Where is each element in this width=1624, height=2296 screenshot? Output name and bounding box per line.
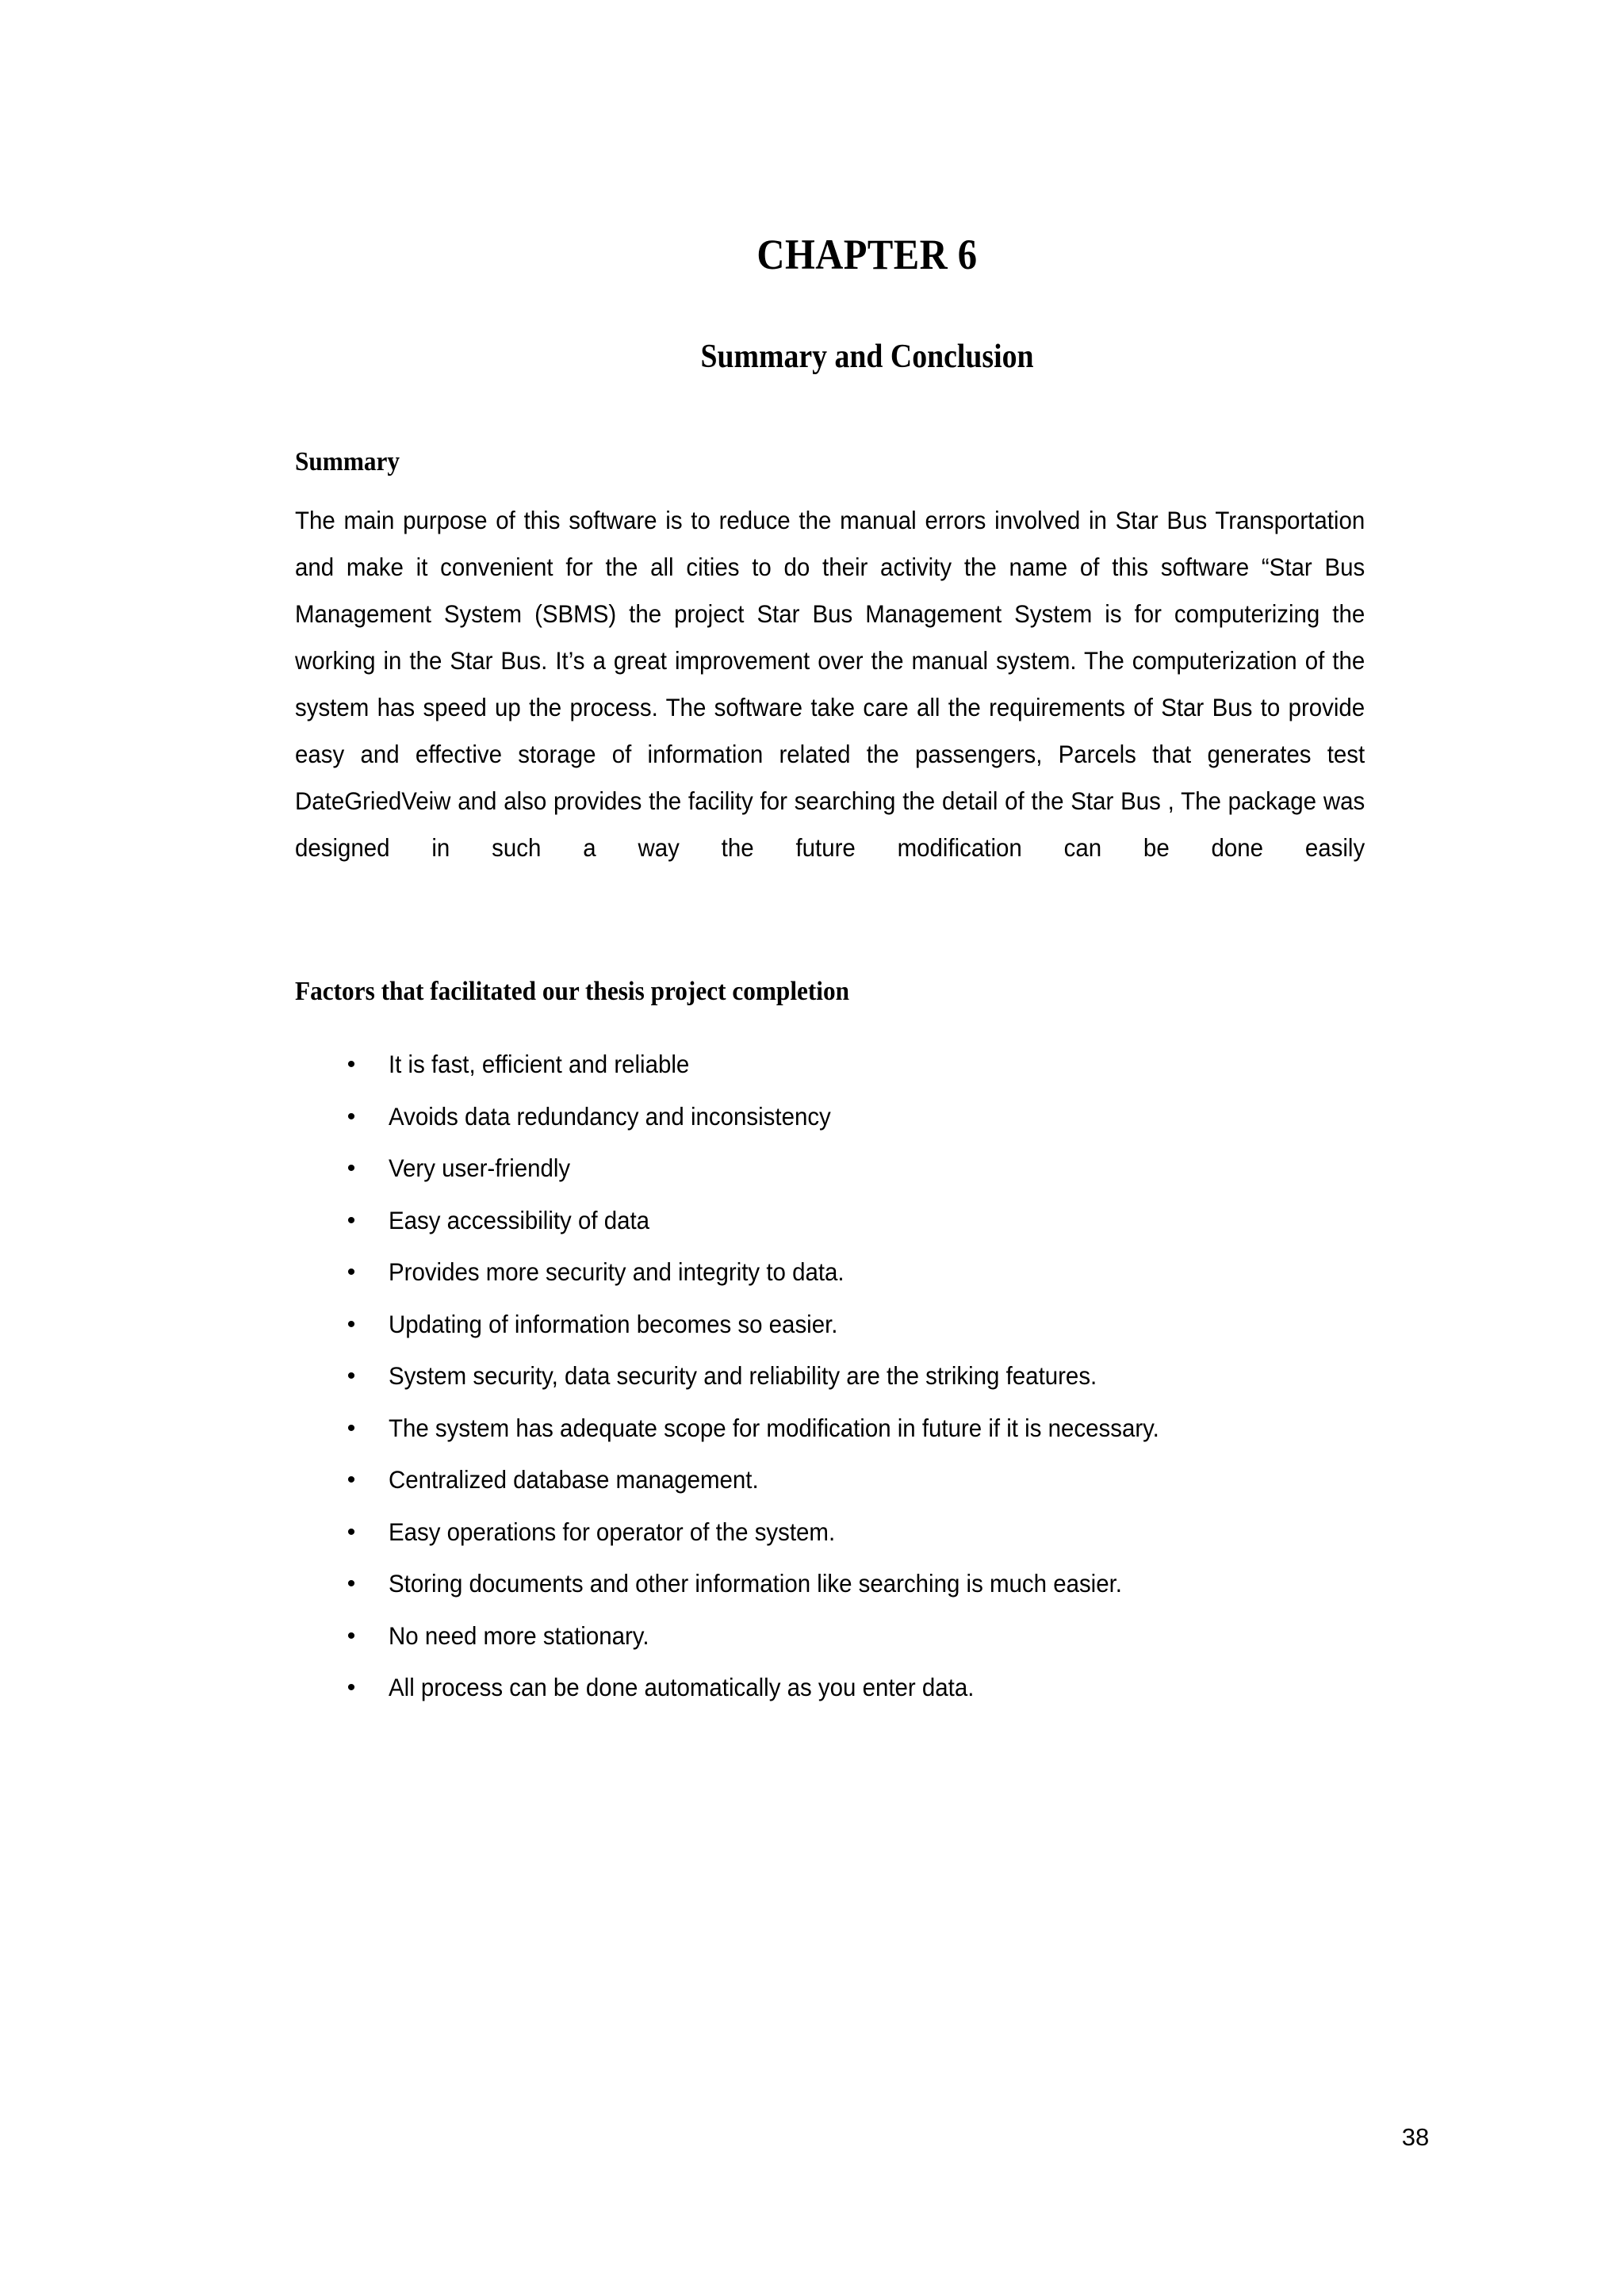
list-item: [295, 1506, 1439, 1559]
bullet-icon: •: [347, 1207, 356, 1234]
list-item: [295, 1454, 1439, 1506]
factors-list-block: [295, 1039, 1439, 1714]
list-item-label: Very user-friendly: [389, 1154, 571, 1182]
bullet-icon: •: [347, 1259, 356, 1285]
bullet-icon: •: [347, 1518, 356, 1545]
bullet-icon: •: [347, 1103, 356, 1130]
list-item-label: The system has adequate scope for modification in future if it is necessary.: [389, 1413, 1159, 1442]
list-item: [295, 1091, 1439, 1143]
section-title: Summary and Conclusion: [700, 339, 1034, 375]
list-item-label: Easy operations for operator of the system.: [389, 1517, 836, 1546]
list-item: [295, 1299, 1439, 1351]
bullet-icon: •: [347, 1571, 356, 1597]
bullet-icon: •: [347, 1414, 356, 1441]
list-item: [295, 1558, 1439, 1610]
bullet-icon: •: [347, 1622, 356, 1649]
bullet-icon: •: [347, 1363, 356, 1389]
factors-heading-block: [295, 977, 1439, 1006]
list-item-label: Centralized database management.: [389, 1465, 759, 1494]
list-item-label: Updating of information becomes so easier.: [389, 1309, 838, 1338]
list-item-label: System security, data security and reliability are the striking features.: [389, 1361, 1097, 1390]
list-item: [295, 1039, 1439, 1091]
list-item-label: Easy accessibility of data: [389, 1205, 650, 1234]
list-item-label: Avoids data redundancy and inconsistency: [389, 1101, 831, 1131]
list-item-label: All process can be done automatically as you enter data.: [389, 1673, 975, 1701]
list-item: [295, 1195, 1439, 1247]
list-item: [295, 1662, 1439, 1714]
list-item-label: No need more stationary.: [389, 1621, 649, 1650]
list-item-label: It is fast, efficient and reliable: [389, 1050, 690, 1078]
section-title-block: [295, 339, 1439, 374]
bullet-icon: •: [347, 1674, 356, 1701]
list-item: [295, 1350, 1439, 1402]
chapter-title: CHAPTER 6: [756, 231, 978, 278]
summary-heading-block: [295, 447, 1439, 476]
page-number: 38: [1401, 2123, 1430, 2151]
factors-heading: Factors that facilitated our thesis project completion: [295, 977, 850, 1006]
list-item: [295, 1142, 1439, 1195]
bullet-icon: •: [347, 1467, 356, 1493]
summary-paragraph-block: [295, 497, 1439, 918]
bullet-icon: •: [347, 1155, 356, 1181]
bullet-icon: •: [347, 1311, 356, 1337]
list-item: [295, 1402, 1439, 1455]
bullet-icon: •: [347, 1051, 356, 1077]
list-item-label: Provides more security and integrity to data.: [389, 1257, 845, 1286]
list-item: [295, 1610, 1439, 1663]
list-item: [295, 1246, 1439, 1299]
summary-heading: Summary: [295, 447, 400, 476]
factors-bullet-list: [295, 1039, 1439, 1714]
chapter-title-block: [295, 232, 1439, 277]
list-item-label: Storing documents and other information like searching is much easier.: [389, 1569, 1122, 1598]
summary-paragraph: The main purpose of this software is to reduce the manual errors involved in Star Bus Transportation and make it convenient for the all cities to do their activity the name of this software “Star Bus Management System (SBMS) the project Star Bus Management System is for computerizing the working in the Star Bus. It’s a great improvement over the manual system. The computerization of the system has speed up the process. The software take care all the requirements of Star Bus to provide easy and effective storage of information related the passengers, Parcels that generates test DateGriedVeiw and also provides the facility for searching the detail of the Star Bus , The package was designed in such a way the future modification can be done easily: [295, 506, 1365, 862]
